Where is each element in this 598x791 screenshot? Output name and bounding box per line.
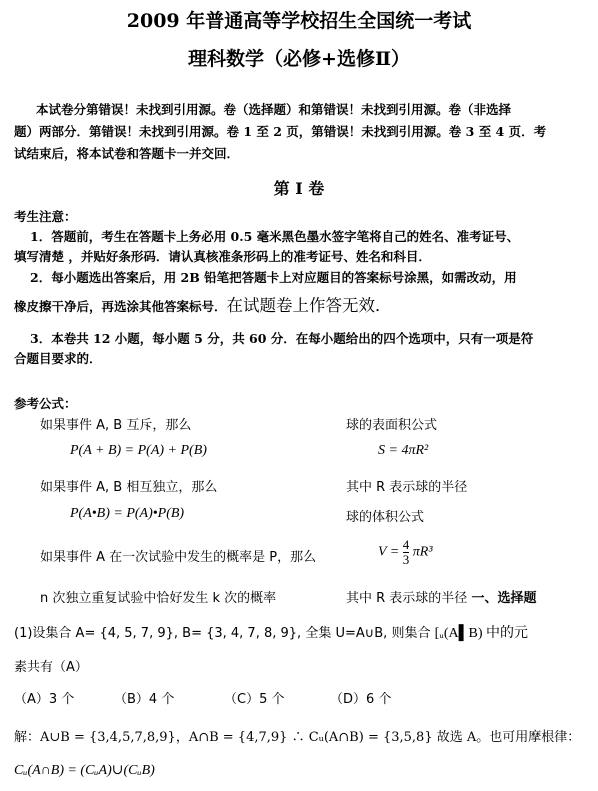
solution-line-1: 解：A∪B = {3,4,5,7,8,9}，A∩B = {4,7,9} ∴ Cᵤ(A∩B) = {3,5,8} 故选 A。也可用摩根律： [14,730,581,745]
note-1-line-1: 1．答题前，考生在答题卡上务必用 0.5 毫米黑色墨水签字笔将自己的姓名、准考证号、 [30,229,520,244]
note-2-line-2 [14,296,392,317]
question-1-set-expression: [ᵤ(A▌B) 中的元 [434,626,529,641]
intro-line-2: 题）两部分．第错误！未找到引用源。卷 1 至 2 页，第错误！未找到引用源。卷 3 至 4 页．考 [14,124,547,139]
section-heading-choice: 一、选择题 [471,591,537,606]
formula-sphere-volume [378,538,433,567]
intro-line-3: 试结束后，将本试卷和答题卡一并交回． [14,146,240,161]
question-1-option-a: （A）3 个 [14,692,75,707]
formula-label-radius-1: 其中 R 表示球的半径 [346,480,468,495]
note-1-line-2: 填写清楚 ，并贴好条形码．请认真核准条形码上的准考证号、姓名和科目． [14,249,431,264]
formula-label-exclusive: 如果事件 A, B 互斥，那么 [40,418,192,433]
notes-heading: 考生注意： [14,209,77,224]
exam-title: 2009 年普通高等学校招生全国统一考试 [126,10,472,32]
question-1-stem [14,622,528,642]
note-2-emphasis: 在试题卷上作答无效． [226,296,392,315]
fraction-denominator: 3 [402,552,410,567]
section-title: 第 I 卷 [273,179,325,198]
formula-label-probability: 如果事件 A 在一次试验中发生的概率是 P，那么 [40,550,317,565]
fraction-numerator: 4 [402,537,410,552]
formula-label-radius-2 [346,587,536,606]
question-1-option-b: （B）4 个 [114,692,175,707]
intro-line-1: 本试卷分第错误！未找到引用源。卷（选择题）和第错误！未找到引用源。卷（非选择 [36,102,512,117]
question-1-stem-end: 素共有（A） [14,660,88,675]
note-3-line-1: 3．本卷共 12 小题，每小题 5 分，共 60 分．在每小题给出的四个选项中，只有一项是符 [30,331,534,346]
volume-rhs: πR³ [412,544,433,560]
formula-sphere-area: S = 4πR² [378,443,429,458]
question-1-option-c: （C）5 个 [224,692,285,707]
volume-lhs: V = [378,544,400,560]
formula-label-independent: 如果事件 A, B 相互独立，那么 [40,480,218,495]
note-2-line-1: 2．每小题选出答案后，用 2B 铅笔把答题卡上对应题目的答案标号涂黑，如需改动，用 [30,270,517,285]
radius-label-text: 其中 R 表示球的半径 [346,591,468,606]
formula-label-binomial: n 次独立重复试验中恰好发生 k 次的概率 [40,591,277,606]
note-3-line-2: 合题目要求的． [14,351,102,366]
note-2-line-2-text: 橡皮擦干净后，再选涂其他答案标号． [14,299,227,314]
formula-exclusive: P(A + B) = P(A) + P(B) [70,443,207,458]
volume-fraction [403,538,410,567]
question-1-option-d: （D）6 个 [330,692,392,707]
formula-label-sphere-volume: 球的体积公式 [346,510,425,525]
formulas-heading: 参考公式： [14,396,77,411]
formula-label-sphere-area: 球的表面积公式 [346,418,438,433]
exam-subtitle: 理科数学（必修+选修Ⅱ） [188,48,410,70]
solution-line-2: Cᵤ(A∩B) = (CᵤA)∪(CᵤB) [14,763,155,778]
formula-independent: P(A•B) = P(A)•P(B) [70,506,185,521]
question-1-stem-text: (1)设集合 A= {4, 5, 7, 9}, B= {3, 4, 7, 8, 9}, 全集 U=A∪B, 则集合 [14,626,431,641]
